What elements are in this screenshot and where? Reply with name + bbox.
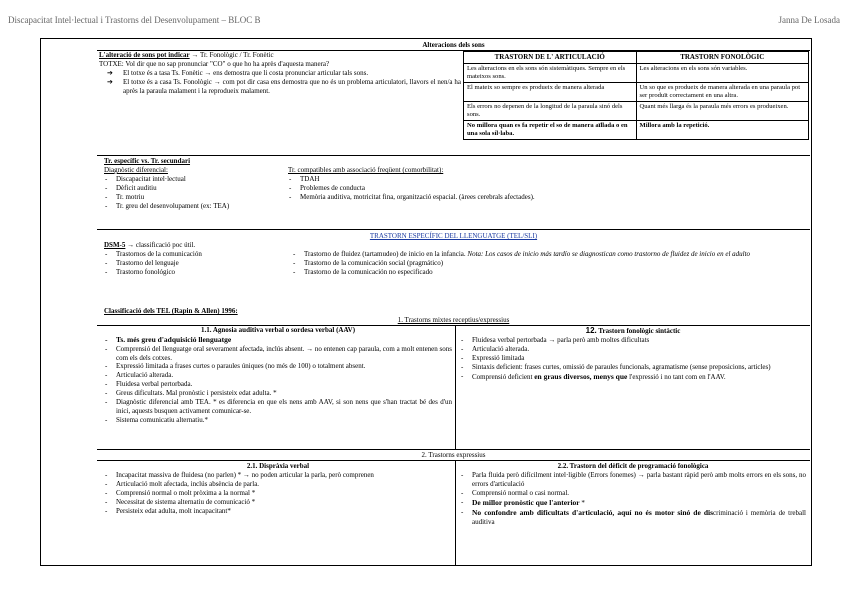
list-item: - Diagnòstic diferencial amb TEA. * es diferencia en que els nens amb AAV, si son nens que s'han tractat bé des d'un inici, aquests busquen activament comunicar-se.: [104, 398, 452, 416]
divider: [97, 449, 810, 450]
list-item: - Expressió limitada a frases curtes o paraules úniques (no més de 100) o totalment absent.: [104, 362, 452, 371]
diag-title: Diagnòstic diferencial:: [104, 166, 168, 174]
alteracions-label-line: [99, 51, 461, 60]
programacio-list: [460, 471, 806, 527]
list-item: - Trastorno de la comunicación social (pragmático): [292, 259, 807, 268]
especific-section: [104, 157, 817, 166]
list-item: - Trastornos de la comunicación: [104, 250, 284, 259]
list-item: - Articulació alterada.: [460, 345, 806, 354]
dsm-left-list: [104, 250, 284, 277]
table-cell: Un so que es produeix de manera alterada en una paraula pot ser produït correctament en una altra.: [636, 82, 809, 101]
table-cell: Millora amb la repetició.: [636, 120, 809, 139]
list-item: - Ts. més greu d'adquisició llenguatge: [104, 335, 452, 345]
list-item: - Trastorno fonológico: [104, 268, 284, 277]
dsm-label: DSM-5: [104, 241, 126, 249]
list-item: - Sintaxis deficient: frases curtes, omissió de paraules funcionals, agramatisme (sense preposicions, articles): [460, 363, 806, 372]
list-item: - Memòria auditiva, motricitat fina, organització espacial. (àrees cerebrals afectades).: [288, 193, 708, 202]
fonologic-num: 12.: [585, 326, 597, 335]
fluidez-note: Nota: Los casos de inicio más tardío se diagnostican como trastorno de fluidez de inicio en el adulto: [467, 250, 751, 258]
confondre-text: No confondre amb dificultats d'articulació, aquí no és motor sinó de dis: [472, 507, 714, 517]
list-item: - TDAH: [288, 175, 708, 184]
diag-list: [104, 175, 284, 211]
table-row: [464, 120, 809, 139]
list-item: - Expressió limitada: [460, 354, 806, 363]
programacio-section: [460, 462, 806, 527]
list-item: - Trastorno del lenguaje: [104, 259, 284, 268]
comprensio-c: l'expressió i no tant com en l'AAV.: [629, 373, 726, 382]
column-divider: [455, 325, 456, 449]
page-header-author: Janna De Losada: [778, 15, 840, 25]
list-item: - Persisteix edat adulta, molt incapacitant*: [104, 507, 452, 516]
list-item: - Sistema comunicatiu alternatiu.*: [104, 416, 452, 425]
totxe-question: TOTXE: Vol dir que no sap pronunciar "CO" o que ho ha après d'aquesta manera?: [99, 59, 330, 68]
articulacio-vs-fonologic-table: [463, 51, 809, 140]
list-item: - Greus dificultats. Mal pronòstic i persisteix edat adulta. *: [104, 389, 452, 398]
dispraxia-section: [104, 462, 452, 516]
table-row: [464, 82, 809, 101]
alteracions-title: Alteracions dels sons: [422, 41, 485, 49]
divider: [97, 155, 810, 156]
dsm-left: [104, 250, 284, 277]
list-item: - Trastorno de la comunicación no especificado: [292, 268, 807, 277]
pronostic-text: De millor pronòstic que l'anterior: [472, 497, 580, 507]
list-item: - Discapacitat intel·lectual: [104, 175, 284, 184]
list-item: - Fluidesa verbal pertorbada → parla però amb moltes dificultats: [460, 336, 806, 345]
table-cell: No millora quan es fa repetir el so de manera aïllada o en una sola síl·laba.: [464, 120, 637, 139]
list-item: - Tr. motriu: [104, 193, 284, 202]
list-item: - Tr. greu del desenvolupament (ex: TEA): [104, 202, 284, 211]
alteracions-label-rest: → Tr. Fonològic / Tr. Fonètic: [191, 51, 274, 59]
fluidez-item: Trastorno de fluidez (tartamudeo) de inicio en la infancia.: [304, 250, 466, 258]
fonologic-list: [460, 336, 806, 382]
list-item: - Comprensió del llenguatge oral severament afectada, inclús absent. → no entenen cap paraula, com a molt entenen sons com els dels cotxes.: [104, 345, 452, 363]
alteracions-label: L'alteració de sons pot indicar: [99, 51, 190, 59]
column-divider: [455, 460, 456, 566]
list-item: ➔ El totxe és a casa Ts. Fonològic → com pot dir casa ens demostra que no és un problema articulatori, llavors el nen/a ha après la paraula malament i la reprodueix malament.: [99, 78, 461, 96]
dsm-right: [292, 250, 807, 277]
dsm-line: [104, 241, 195, 250]
table-header-cell: TRASTORN FONOLÒGIC: [636, 52, 809, 64]
diagnostic-differential: [104, 166, 284, 211]
pronostic-star: *: [581, 498, 585, 507]
programacio-title: 2.2. Trastorn del dèficit de programació fonològica: [557, 462, 709, 470]
table-row: [464, 101, 809, 120]
comorbilitat: [288, 166, 708, 202]
divider: [97, 460, 810, 461]
dsm-rest: → classificació poc útil.: [127, 241, 196, 249]
section1-text: 1. Trastorns mixtes receptius/expressius: [397, 316, 510, 324]
dsm-right-list: [292, 250, 807, 277]
list-item: - Comprensió normal o molt pròxima a la normal *: [104, 489, 452, 498]
page-header-title: Discapacitat Intel·lectual i Trastorns del Desenvolupament – BLOC B: [8, 15, 261, 25]
section1-title: [97, 316, 810, 325]
dispraxia-list: [104, 471, 452, 516]
list-item: - Comprensió normal o casi normal.: [460, 489, 806, 498]
list-item: - Problemes de conducta: [288, 184, 708, 193]
table-cell: Les alteracions en els sons són sistemàtiques. Sempre en els mateixos sons.: [464, 63, 637, 82]
list-item: - Fluidesa verbal pertorbada.: [104, 380, 452, 389]
list-item: ➔ El totxe és a tasa Ts. Fonètic → ens demostra que li costa pronunciar articular tals sons.: [99, 69, 461, 78]
comp-title: Tr. compatibles amb associació freqüent (comorbilitat):: [288, 166, 444, 174]
agnosia-list: [104, 335, 452, 425]
divider: [97, 229, 810, 230]
fonologic-section: [460, 326, 806, 382]
comprensio-b: en graus diversos, menys que: [534, 372, 628, 382]
list-item: [460, 498, 806, 508]
list-item: [292, 250, 807, 259]
agnosia-section: [104, 326, 452, 425]
fonologic-title: Trastorn fonològic sintàctic: [598, 327, 681, 335]
alteracions-text: [99, 51, 461, 96]
list-item: [460, 508, 806, 527]
table-cell: Els errors no depenen de la longitud de la paraula sinó dels sons.: [464, 101, 637, 120]
comp-list: [288, 175, 708, 202]
fonologic-title-line: [460, 326, 806, 336]
totxe-bullets: [99, 69, 461, 96]
section2-title: 2. Trastorns expressius: [421, 451, 486, 459]
table-header-row: [464, 52, 809, 64]
list-item: [460, 372, 806, 382]
table-cell: Les alteracions en els sons són variables.: [636, 63, 809, 82]
confondre-rest: criminació i memòria de treball auditiva: [472, 508, 807, 526]
list-item: - Articulació molt afectada, inclús absència de parla.: [104, 480, 452, 489]
table-cell: Quant més llarga és la paraula més errors es produeixen.: [636, 101, 809, 120]
table-row: [464, 63, 809, 82]
list-item: - Necessitat de sistema alternatiu de comunicació *: [104, 498, 452, 507]
list-item: - Incapacitat massiva de fluidesa (no parlen) * → no poden articular la parla, però comprenen: [104, 471, 452, 480]
comprensio-a: Comprensió deficient: [472, 373, 533, 382]
list-item: - Articulació alterada.: [104, 371, 452, 380]
dispraxia-title: 2.1. Dispràxia verbal: [246, 462, 310, 470]
classif-title: Classificació dels TEL (Rapin & Allen) 1996:: [104, 307, 238, 315]
especific-title: Tr. específic vs. Tr. secundari: [104, 157, 191, 165]
tel-title: TRASTORN ESPECÍFIC DEL LLENGUATGE (TEL/SLI): [369, 232, 538, 240]
table-cell: El mateix so sempre es produeix de manera alterada: [464, 82, 637, 101]
agnosia-title: 1.1. Agnosia auditiva verbal o sordesa verbal (AAV): [200, 326, 356, 334]
list-item: - Dèficit auditiu: [104, 184, 284, 193]
table-header-cell: TRASTORN DE L' ARTICULACIÓ: [464, 52, 637, 64]
list-item: - Parla fluida però difícilment intel·ligible (Errors fonemes) → parla bastant ràpid però amb molts errors en els sons, no errors d'articulació: [460, 471, 806, 489]
